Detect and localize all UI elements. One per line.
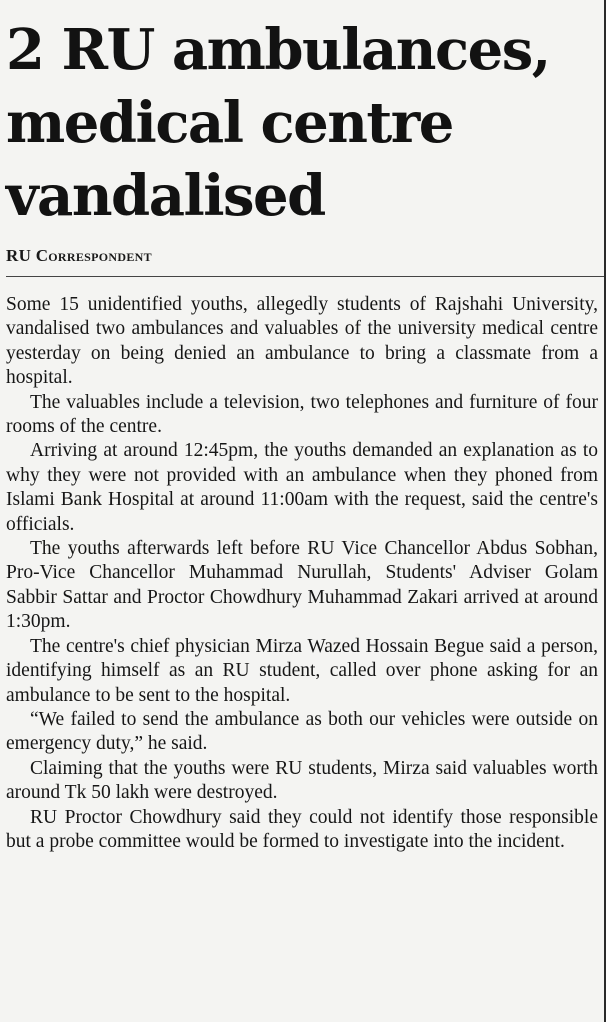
headline-line-3: vandalised [6, 163, 325, 229]
article-paragraph-2: The valuables include a television, two telephones and furniture of four rooms of the centre. [6, 391, 598, 438]
byline: RU Correspondent [6, 246, 152, 265]
article-paragraph-3: Arriving at around 12:45pm, the youths demanded an explanation as to why they were not provided with an ambulance when they phoned from Islami Bank Hospital at around 11:00am with the request, said the centre's officials. [6, 440, 598, 535]
article-paragraph-7: Claiming that the youths were RU students, Mirza said valuables worth around Tk 50 lakh were destroyed. [6, 757, 598, 804]
article-body [6, 293, 598, 854]
byline-divider [6, 276, 606, 277]
headline-line-1: 2 RU ambulances, [6, 17, 550, 83]
article-paragraph-1: Some 15 unidentified youths, allegedly students of Rajshahi University, vandalised two ambulances and valuables of the university medical centre yesterday on being denied an ambulance to bring a classmate from a hospital. [6, 294, 598, 389]
headline [6, 14, 598, 233]
article-paragraph-6: “We failed to send the ambulance as both our vehicles were outside on emergency duty,” he said. [6, 708, 598, 755]
article-paragraph-5: The centre's chief physician Mirza Wazed Hossain Begue said a person, identifying himself as an RU student, called over phone asking for an ambulance to be sent to the hospital. [6, 635, 598, 706]
article-paragraph-4: The youths afterwards left before RU Vice Chancellor Abdus Sobhan, Pro-Vice Chancellor Muhammad Nurullah, Students' Adviser Golam Sabbir Sattar and Proctor Chowdhury Muhammad Zakari arrived at around 1:30pm. [6, 538, 598, 633]
article-paragraph-8: RU Proctor Chowdhury said they could not identify those responsible but a probe committee would be formed to investigate into the incident. [6, 806, 598, 852]
headline-line-2: medical centre [6, 90, 453, 156]
